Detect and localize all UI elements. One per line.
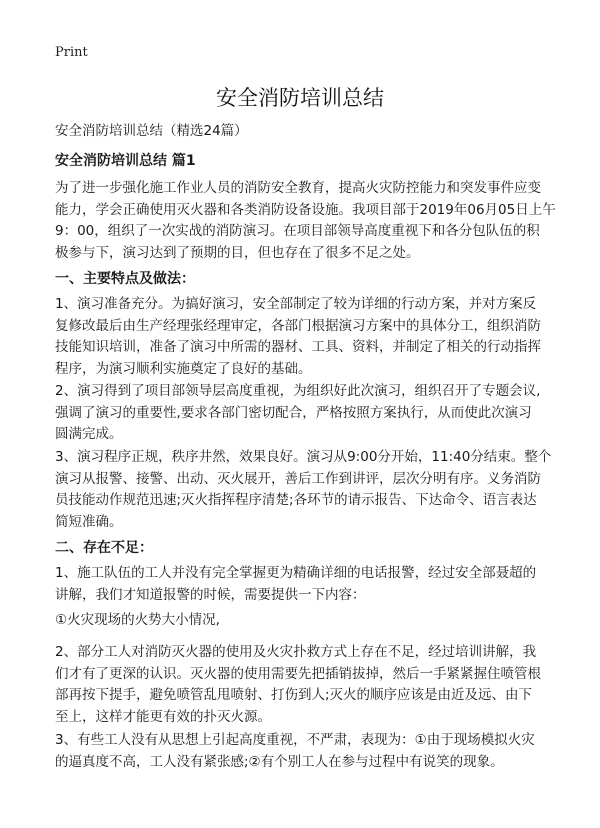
heading-main-features: 一、主要特点及做法： (55, 271, 195, 287)
text-line: 员技能动作规范迅速;灭火指挥程序清楚;各环节的请示报告、下达命令、语言表达 (55, 492, 537, 508)
paragraph-4 (55, 563, 555, 606)
intro-paragraph (55, 178, 555, 264)
text-line: 程序，为演习顺利实施奠定了良好的基础。 (55, 360, 312, 377)
text-line: 能力，学会正确使用灭火器和各类消防设备设施。我项目部于2019年06月05日上午 (55, 201, 556, 218)
text-line: 演习从报警、接警、出动、灭火展开，善后工作到讲评，层次分明有序。义务消防 (55, 470, 541, 487)
text-line: 的逼真度不高，工人没有紧张感;②有个别工人在参与过程中有说笑的现象。 (55, 753, 504, 770)
text-line: 强调了演习的重要性,要求各部门密切配合，严格按照方案执行，从而使此次演习 (55, 404, 532, 421)
text-line: 圆满完成。 (55, 426, 123, 442)
text-line: 部再按下提手，避免喷管乱甩喷射、打伤到人;灭火的顺序应该是由近及远、由下 (55, 687, 533, 703)
document-subtitle: 安全消防培训总结（精选24篇） (55, 123, 248, 139)
text-line: ①火灾现场的火势大小情况, (55, 612, 220, 628)
text-line: 2、演习得到了项目部领导层高度重视，为组织好此次演习，组织召开了专题会议, (55, 383, 541, 399)
text-line: 至上，这样才能更有效的扑灭火源。 (55, 708, 271, 725)
text-line: 9：00，组织了一次实战的消防演习。在项目部领导高度重视下和各分包队伍的积 (55, 223, 540, 239)
paragraph-1 (55, 294, 555, 380)
paragraph-3 (55, 447, 555, 533)
text-line: 3、有些工人没有从思想上引起高度重视，不严肃，表现为：①由于现场模拟火灾 (55, 732, 535, 748)
heading-shortcomings: 二、存在不足： (55, 540, 153, 556)
paragraph-5 (55, 610, 555, 632)
document-title: 安全消防培训总结 (216, 86, 384, 110)
text-line: 复修改最后由生产经理张经理审定，各部门根据演习方案中的具体分工，组织消防 (55, 317, 541, 334)
text-line: 简短准确。 (55, 513, 123, 530)
paragraph-6 (55, 642, 555, 728)
text-line: 1、施工队伍的工人并没有完全掌握更为精确详细的电话报警，经过安全部聂超的 (55, 565, 537, 581)
text-line: 们才有了更深的认识。灭火器的使用需要先把插销拔掉，然后一手紧紧握住喷管根 (55, 665, 541, 682)
text-line: 3、演习程序正规，秩序井然，效果良好。演习从9:00分开始，11:40分结束。整个 (55, 449, 552, 465)
paragraph-7 (55, 730, 555, 773)
section-title: 安全消防培训总结 篇1 (55, 153, 196, 169)
text-line: 1、演习准备充分。为搞好演习，安全部制定了较为详细的行动方案，并对方案反 (55, 296, 537, 312)
print-label[interactable]: Print (55, 45, 88, 60)
text-line: 技能知识培训，准备了演习中所需的器材、工具、资料，并制定了相关的行动指挥 (55, 339, 541, 355)
text-line: 2、部分工人对消防灭火器的使用及火灾扑救方式上存在不足，经过培训讲解，我 (55, 644, 537, 660)
text-line: 极参与下，演习达到了预期的目，但也存在了很多不足之处。 (55, 244, 420, 261)
text-line: 为了进一步强化施工作业人员的消防安全教育，提高火灾防控能力和突发事件应变 (55, 180, 541, 196)
paragraph-2 (55, 381, 555, 446)
text-line: 讲解，我们才知道报警的时候，需要提供一下内容： (55, 586, 366, 603)
